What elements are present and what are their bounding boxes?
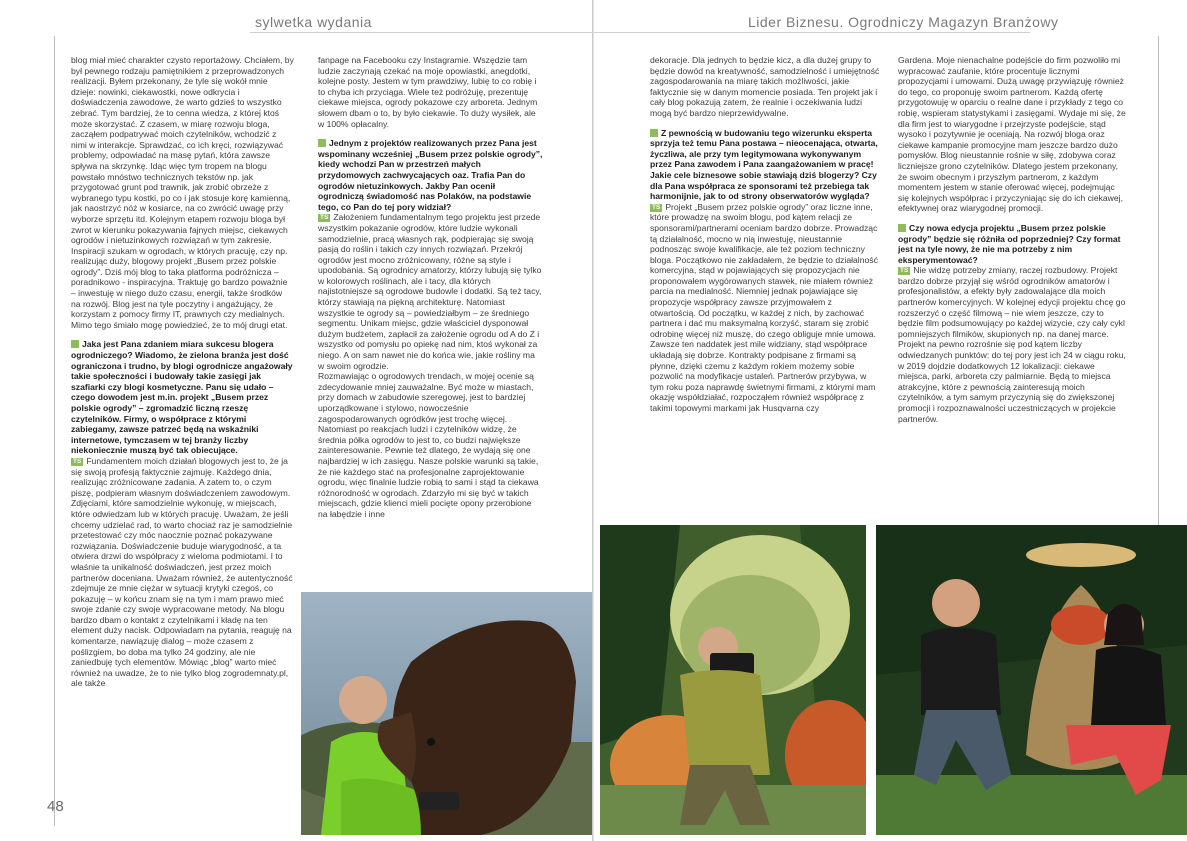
right-header-rule (594, 32, 1030, 33)
interview-question (71, 339, 294, 456)
body-paragraph (71, 55, 294, 330)
paragraph-text: fanpage na Facebooku czy Instagramie. Wszędzie tam ludzie zaczynają czekać na moje opowiastki, anegdotki, kolejne posty. Jestem w tym prawdziwy, lubię to co robię i to chyba ich przyciąga. Wiele też podróżuję, prezentuję ciekawe miejsca, ogrody pokazowe czy arboreta. Jednym słowem dbam o to, by było ciekawie. To duży wysiłek, ale w 100% opłacalny. (318, 55, 538, 129)
question-marker-icon (898, 224, 906, 232)
body-paragraph (318, 55, 543, 129)
photo-man-with-horse (301, 592, 592, 835)
answer-marker: TS (652, 203, 661, 211)
paragraph-text: dekoracje. Dla jednych to będzie kicz, a dla dużej grupy to będzie dowód na kreatywność, samodzielność i umiejętność zagospodarowania na miarę takich możliwości, jakie faktycznie się w danym momencie posiada. Ten projekt jak i cały blog pokazują zatem, że realnie i oczekiwania ludzi mogą być bardzo nieprzewidywalne. (650, 55, 880, 118)
left-page (0, 0, 592, 841)
answer-marker: TS (73, 457, 82, 465)
paragraph-text: Czy nowa edycja projektu „Busem przez polskie ogrody” będzie się różniła od poprzedniej? Czy format jest na tyle nowy, że nie ma potrzeby z nim eksperymentować? (898, 222, 1121, 265)
paragraph-text: Jaka jest Pana zdaniem miara sukcesu blogera ogrodniczego? Wiadomo, że zielona branża jest dość ograniczona i trudno, by blogi ogrodnicze angażowały takie społeczności i budowały takie zasięgi jak szafiarki czy blogi kosmetyczne. Panu się udało – czego dowodem jest m.in. projekt „Busem przez polskie ogrody” – zgromadzić liczną rzeszę czytelników. Firmy, o współprace z którymi zabiegamy, zawsze patrzeć będą na wskaźniki internetowe, tymczasem w tej branży liczby niekoniecznie muszą być tak obiecujące. (71, 339, 293, 456)
interview-question (650, 128, 880, 202)
paragraph-text: Fundamentem moich działań blogowych jest to, że ja się swoją profesją faktycznie zajmuję. Każdego dnia, realizując zróżnicowane zadania. A zatem to, o czym piszę, podpieram własnym doświadczeniem zawodowym. Zdjęciami, które samodzielnie wykonuję, w miejscach, które odwiedzam lub w których pracuję. Uważam, że jeśli chcemy udzielać rad, to warto chociaż raz je samodzielnie przetestować czy móc naocznie poznać pokazywane rozwiązania. Doświadczenie buduje wiarygodność, a ta otwiera drzwi do współpracy z wieloma podmiotami. I to właśnie ta unikalność doświadczeń, jest przez moich partnerów doceniana. Uważam również, że autentyczność zdejmuje ze mnie ciężar w sytuacji krytyki czegoś, co pokazuję – w końcu znam się na tym i mam prawo mieć swoje zdanie czy swoje wypracowane metody. Na blogu bardzo dbam o kontakt z czytelnikami i kładę na ten element duży nacisk. Odpowiadam na pytania, reaguję na komentarze, nawiązuję dialog – może czasem z poślizgiem, bo doba ma tylko 24 godziny, ale nie zaniedbuję tych elementów. Mówiąc „blog” warto mieć również na uwadze, że to nie tylko blog zogrodemnaty.pl, ale także (71, 455, 293, 689)
question-marker-icon (71, 340, 79, 348)
interview-answer (650, 202, 880, 414)
photo-photographer-in-garden (600, 525, 866, 835)
body-paragraph (318, 371, 543, 519)
question-marker-icon (650, 129, 658, 137)
paragraph-text: Rozmawiając o ogrodowych trendach, w mojej ocenie są zdecydowanie mniej zauważalne. Być może w miastach, przy domach w zabudowie szeregowej, jest to bardziej uporządkowane i stylowo, nowocześnie zagospodarowanych ogródków jest trochę więcej. Natomiast po reakcjach ludzi i czytelników widzę, że średnia półka ogrodów to jest to, co budzi największe zainteresowanie. Pewnie też dlatego, że wydają się one najbardziej w ich zasięgu. Nasze polskie warunki są takie, że nie każdego stać na profesjonalne zaprojektowanie ogrodu, więc finalnie ludzie robią to sami i stąd ta ciekawa różnorodność w ogrodach. Zdarzyło mi się być w takich miejscach, gdzie klienci mieli pocięte opony przerobione na łabędzie i inne (318, 371, 539, 519)
paragraph-text: Gardena. Moje nienachalne podejście do firm pozwoliło mi wypracować zaufanie, które procentuje licznymi propozycjami i umowami. Dużą uwagę przywiązuję również do tego, co proponuję swoim partnerom. Każdą ofertę przygotowuję w oparciu o realne dane i przykłady z tego co robię, wspieram statystykami i zasięgami. Wydaje mi się, że dla firm jest to wiarygodne i przejrzyste podejście, stąd wysoko i pozytywnie je oceniają. Na rozwój bloga oraz ciekawe kampanie promocyjne mam jeszcze bardzo dużo pomysłów. Blog nieustannie rośnie w siłę, zdobywa coraz liczniejsze grono czytelników. Dlatego jestem przekonany, że swoim obecnym i przyszłym partnerom, z każdym momentem jestem w stanie oferować więcej, podejmując się kolejnych współprac i przyczyniając się do ich ciekawej, efektywnej oraz wiarygodnej promocji. (898, 55, 1126, 214)
right-running-title: Lider Biznesu. Ogrodniczy Magazyn Branżowy (748, 14, 1059, 30)
interview-question (318, 138, 543, 212)
paragraph-text: Nie widzę potrzeby zmiany, raczej rozbudowy. Projekt bardzo dobrze przyjął się wśród ogrodników amatorów i profesjonalistów, a efekty były zadowalające dla moich partnerów komercyjnych. W kolejnej edycji projektu chcę go rozszerzyć o część filmową – nie wiem jeszcze, czy to będzie film podsumowujący po każdej wizycie, czy cały cykl pomniejszych filmików, skupionych np. na danej marce. Projekt na pewno rozrośnie się pod kątem liczby odwiedzanych punktów: do tej pory jest ich 24 w ciągu roku, w 2019 dojdzie dodatkowych 12 lokalizacji: ciekawe miejsca, parki, arboreta czy palmiarnie. Będą to miejsca atrakcyjne, które z pewnością zainteresują moich czytelników, a tym samym przyczynią się do zwiększonej promocji i rozpoznawalności uczestniczących w projekcie partnerów. (898, 265, 1126, 424)
left-margin-line (54, 36, 55, 826)
body-paragraph (650, 55, 880, 119)
article-column-1 (71, 55, 294, 785)
body-paragraph (898, 55, 1126, 214)
interview-answer (898, 265, 1126, 424)
left-header-rule (250, 32, 592, 33)
answer-marker: TS (320, 214, 329, 222)
right-page (594, 0, 1187, 841)
paragraph-text: Z pewnością w budowaniu tego wizerunku eksperta sprzyja też temu Pana postawa – nieocenająca, otwarta, życzliwa, ale przy tym legitymowana wykonywanym przez Pana zawodem i Pana zaangażowaniem w pracę! Jakie cele biznesowe sobie stawiają dziś blogerzy? Czy dla Pana współpraca ze sponsorami też przebiega tak harmonijnie, jak to od strony obserwatorów wygląda? (650, 127, 878, 202)
article-column-3 (650, 55, 880, 503)
paragraph-text: Projekt „Busem przez polskie ogrody” oraz liczne inne, które prowadzę na swoim blogu, pod kątem relacji ze sponsorami/partnerami oceniam bardzo dobrze. Prowadząc tą działalność, mocno w nią inwestuję, nieustannie podnosząc swoje kwalifikacje, ale też poziom techniczny bloga. Początkowo nie zakładałem, że będzie to działalność komercyjna, stąd w pojawiających się propozycjach nie proponowałem wygórowanych stawek, nie miałem również parcia na medialność. Niemniej jednak pojawiające się propozycje współpracy zawsze przyjmowałem z otwartością. Od początku, w każdej z nich, by zachować partnera i dać mu maksymalną korzyść, staram się zrobić odrobinę więcej niż muszę, do czego obliguje mnie umowa. Zawsze ten naddatek jest mile widziany, stąd współprace układają się dobrze. Kontrakty podpisane z firmami są płynne, dzięki czemu z każdym rokiem możemy sobie pozwolić na modyfikacje ustaleń. Partnerów przybywa, w tym roku poza naprawdę świetnymi firmami, z którymi mam okazję współdziałać, rozpocząłem również współpracę z takimi topowymi markami jak Husqvarna czy (650, 201, 878, 413)
paragraph-text: Jednym z projektów realizowanych przez Pana jest wspominany wcześniej „Busem przez polskie ogrody”, kiedy wchodzi Pan w przestrzeń małych przydomowych zachwycających oaz. Trafia Pan do ogrodów nietuzinkowych. Jakby Pan ocenił ogrodniczą świadomość nas Polaków, na podstawie tego, co Pan do tej pory widział? (318, 138, 543, 212)
article-column-4 (898, 55, 1126, 503)
interview-answer (318, 212, 543, 371)
interview-answer (71, 456, 294, 689)
interview-question (898, 223, 1126, 265)
article-column-2 (318, 55, 543, 577)
photo-couple-with-straw-figure (876, 525, 1187, 835)
answer-marker: TS (900, 267, 909, 275)
paragraph-text: Założeniem fundamentalnym tego projektu jest przede wszystkim pokazanie ogrodów, które ludzie wykonali samodzielnie, pracą własnych rąk, podpierając się swoją pasją do roślin i takich czy innych rozwiązań. Przekrój ogrodów jest mocno zróżnicowany, różne są style i upodobania. Są ogrodnicy amatorzy, którzy lubują się tylko w kolorowych roślinach, ale i tacy, dla których najistotniejsze są ogrodowe budowle i dodatki. Są też tacy, którzy stawiają na piękną architekturę. Natomiast wszystkie te ogrody są – powiedziałbym – ze średniego segmentu. Unikam miejsc, gdzie właściciel dysponował dużym budżetem, zapłacił za założenie ogrodu od A do Z i wszystko od pomysłu po opiekę nad nim, ktoś wykonał za niego. A on sam nawet nie do końca wie, jakie rośliny ma w swoim ogrodzie. (318, 212, 542, 371)
paragraph-text: blog miał mieć charakter czysto reportażowy. Chciałem, by był pewnego rodzaju pamiętnikiem z przeprowadzonych realizacji. Byłem przekonany, że tyle się wokół mnie dzieje: nowinki, ciekawostki, nowe odkrycia i doświadczenia zawodowe, że warto gdzieś to wszystko zebrać. Tym bardziej, że to cenna wiedza, z której ktoś może skorzystać. Z czasem, w miarę rozwoju bloga, zacząłem podpatrywać moich czytelników, wchodzić z nimi w interakcje. Sprawdzać, co ich kręci, rozwiązywać problemy, odpowiadać na masę pytań, która zawsze spływa na skrzynkę. Idąc więc tym tropem na blogu powstało mnóstwo technicznych tekstów np. jak przygotować grunt pod trawnik, jak zrobić obrzeże z wybranego typu kostki, po co i jak stosuje korę kamienną, jak naostrzyć nóż w kosiarce, na co zwrócić uwagę przy wyborze sprzętu itd. Kolejnym etapem rozwoju bloga był zwrot w kierunku pokazywania fajnych miejsc, ciekawych ogrodów i nietuzinkowych rozwiązań w tym zakresie. Inspiracji szukam w ogrodach, w których pracuję, czy np. realizując duży, blogowy projekt „Busem przez polskie ogrody”. Dziś mój blog to taka platforma podróżnicza – poradnikowo - inspiracyjna. Traktuję go bardzo poważnie – inwestuję w niego dużo czasu, energii, także środków na rozwój. Blog jest na tyle poczytny i angażujący, że korzystam z pomocy firmy IT, prawnych czy medialnych. Mimo tego śmiało mogę powiedzieć, że to mój drugi etat. (71, 55, 294, 330)
left-running-title: sylwetka wydania (255, 14, 372, 30)
page-number: 48 (47, 798, 64, 815)
question-marker-icon (318, 139, 326, 147)
